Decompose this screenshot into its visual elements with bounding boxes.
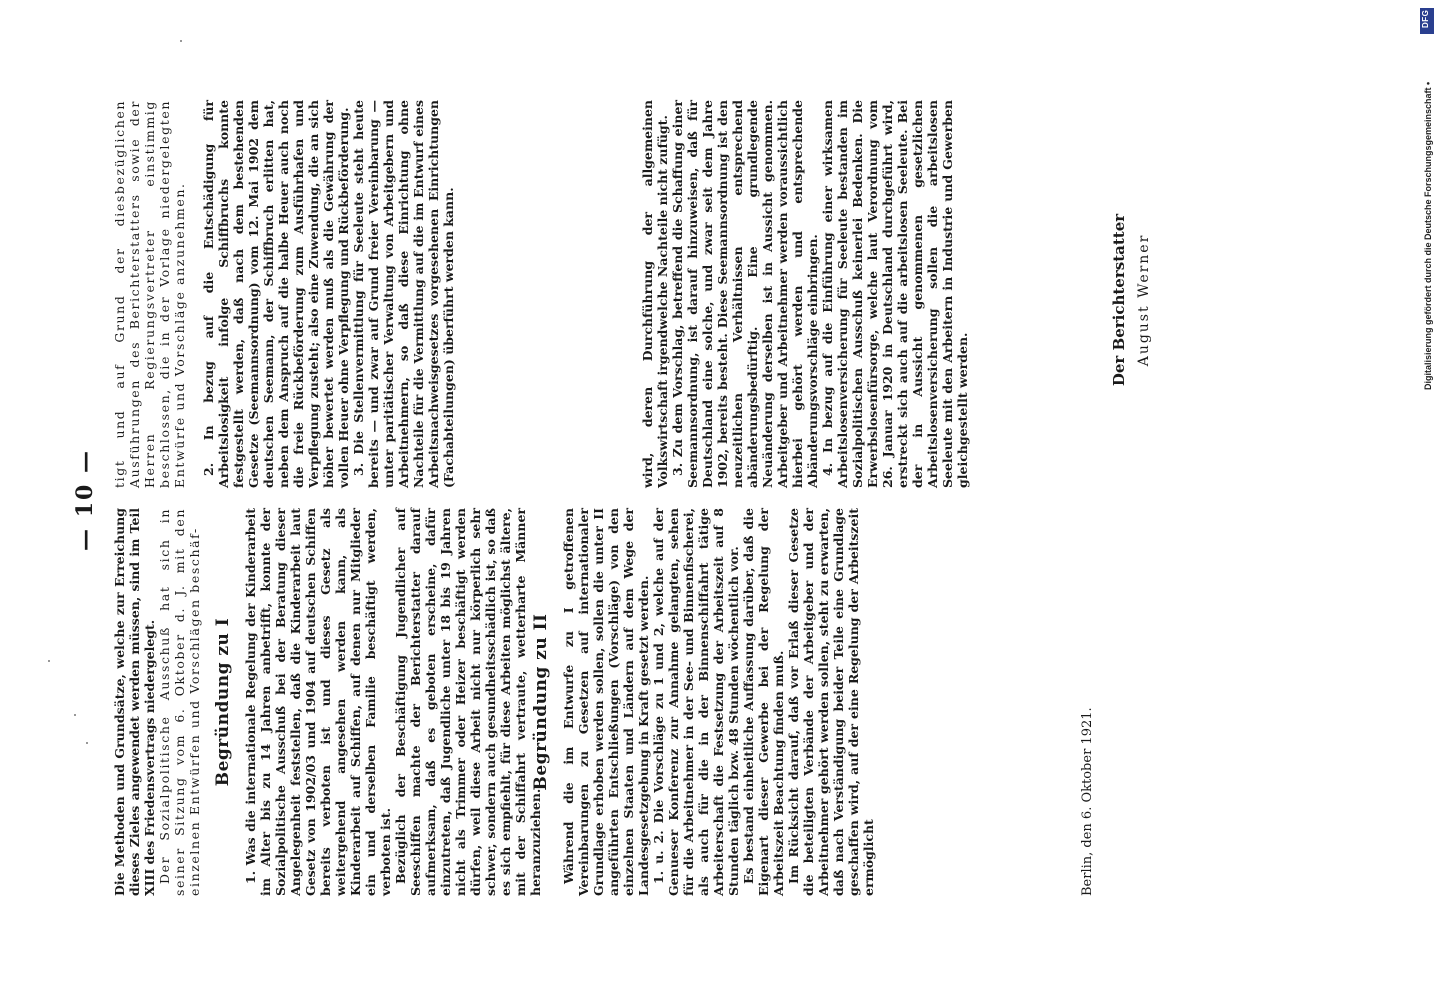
dateline: Berlin, den 6. Oktober 1921.: [1080, 707, 1095, 896]
dfg-logo-text: DFG: [1421, 9, 1430, 28]
paragraph-associations: Im Rücksicht darauf, daß vor Erlaß dieser Gesetze die beteiligten Verbände der Arbeitgeber und der Arbeitnehmer gehört werden sollen, steht zu erwarten, daß nach Verständigung beider Teile eine Grundlage geschaffen wird, auf der eine Regelung der Arbeitszeit ermöglicht: [786, 508, 876, 896]
signature-title: Der Berichterstatter: [1110, 213, 1128, 387]
paragraph-seamen-code: 3. Zu dem Vorschlag, betreffend die Schaffung einer Seemannsordnung, ist darauf hinzuweisen, daß für Deutschland eine solche, und zwar seit dem Jahre 1902, bereits besteht. Diese Seemannsordnung ist den neuzeitlichen Verhältnissen entsprechend abänderungsbedürftig. Eine grundlegende Neuänderung derselben ist in Aussicht genommen. Arbeitgeber und Arbeitnehmer werden voraussichtlich hierbei gehört werden und entsprechende Abänderungsvorschläge einbringen.: [670, 100, 820, 488]
paragraph-committee: Der Sozialpolitische Ausschuß hat sich in seiner Sitzung vom 6. Oktober d. J. mit den einzelnen Entwürfen und Vorschlägen beschäf-: [157, 508, 202, 896]
paragraph-working-hours: 1. u. 2. Die Vorschläge zu 1 und 2, welche auf der Genueser Konferenz zur Annahme gelangten, sehen für die Arbeitnehmer in der See- und Binnenfischerei, als auch für die in der Binnenschiffahrt tätige Arbeiterschaft die Festsetzung der Arbeitszeit auf 8 Stunden täglich bzw. 48 Stunden wöchentlich vor.: [651, 508, 741, 896]
paragraph-resolution: tigt und auf Grund der diesbezüglichen Ausführungen des Berichterstatters sowie der Herren Regierungsvertreter einstimmig beschlossen, die in der Vorlage niedergelegten Entwürfe und Vorschläge anzunehmen.: [112, 100, 187, 488]
signature-block: [1110, 120, 1152, 480]
dfg-logo: [1420, 8, 1434, 34]
paragraph-proposals-intro: Während die im Entwurfe zu I getroffenen Vereinbarungen zu Gesetzen auf internationaler Grundlage erhoben werden sollen, sollen die unter II angeführten Entschließungen (Vorschläge) von den einzelnen Staaten und Ländern auf dem Wege der Landesgesetzgebung in Kraft gesetzt werden.: [561, 508, 651, 896]
digitization-credit: Digitalisierung gefördert durch die Deutsche Forschungsgemeinschaft •: [1423, 81, 1433, 390]
paragraph-economy: wird, deren Durchführung der allgemeinen Volkswirtschaft irgendwelche Nachteile nicht zufügt.: [640, 100, 670, 488]
scan-speckle: [74, 714, 76, 716]
paragraph-consensus: Es bestand einheitliche Auffassung darüber, daß die Eigenart dieser Gewerbe bei der Regelung der Arbeitszeit Beachtung finden muß.: [741, 508, 786, 896]
paragraph-placement-service: 3. Die Stellenvermittlung für Seeleute steht heute bereits — und zwar auf Grund freier Vereinbarung — unter paritätischer Verwaltung von Arbeitgebern und Arbeitnehmern, so daß diese Einrichtung ohne Nachteile für die Vermittlung auf die im Entwurf eines Arbeitsnachweisgesetzes vorgesehenen Einrichtungen (Fachabteilungen) überführt werden kann.: [351, 100, 456, 488]
column-left-bottom: [520, 508, 876, 896]
scan-speckle: [180, 40, 182, 42]
heading-begruendung-1: Begründung zu I: [213, 617, 233, 787]
paragraph-youth-employment: Bezüglich der Beschäftigung Jugendlicher auf Seeschiffen machte der Berichterstatter darauf aufmerksam, daß es geboten erscheine, dafür einzutreten, daß Jugendliche unter 18 bis 19 Jahren nicht als Trimmer oder Heizer beschäftigt werden dürfen, weil diese Arbeit nicht nur körperlich sehr schwer, sondern auch gesundheitsschädlich ist, so daß es sich empfiehlt, für diese Arbeiten möglichst ältere, mit der Schiffahrt vertraute, wetterharte Männer heranzuziehen.: [393, 508, 543, 896]
paragraph-child-labour: 1. Was die internationale Regelung der Kinderarbeit im Alter bis zu 14 Jahren anbetrifft, konnte der Sozialpolitische Ausschuß bei der Beratung dieser Angelegenheit feststellen, daß die Kinderarbeit laut Gesetz von 1902/03 und 1904 auf deutschen Schiffen bereits verboten ist und dieses Gesetz als weitergehend angesehen werden kann, als Kinderarbeit auf Schiffen, auf denen nur Mitglieder ein und derselben Familie beschäftigt werden, verboten ist.: [243, 508, 393, 896]
paragraph-intro: Die Methoden und Grundsätze, welche zur Erreichung dieses Zieles angewendet werden müssen, sind im Teil XIII des Friedensvertrags niedergelegt.: [112, 508, 157, 896]
scan-speckle: [86, 742, 88, 744]
column-right-bottom: [640, 100, 970, 488]
column-left-top: [112, 508, 543, 896]
heading-begruendung-2: Begründung zu II: [531, 613, 551, 791]
page-number: — 10 —: [72, 449, 98, 551]
paragraph-unemployment-insurance: 4. In bezug auf die Einführung einer wirksamen Arbeitslosenversicherung für Seeleute bestanden im Sozialpolitischen Ausschuß keinerlei Bedenken. Die Erwerbslosenfürsorge, welche laut Verordnung vom 26. Januar 1920 in Deutschland durchgeführt wird, erstreckt sich auch auf die arbeitslosen Seeleute. Bei der in Aussicht genommenen gesetzlichen Arbeitslosenversicherung sollen die arbeitslosen Seeleute mit den Arbeitern in Industrie und Gewerben gleichgestellt werden.: [820, 100, 970, 488]
scan-speckle: [48, 660, 50, 662]
column-right-top: [112, 100, 456, 488]
signature-name: August Werner: [1136, 233, 1152, 367]
paragraph-shipwreck-compensation: 2. In bezug auf die Entschädigung für Arbeitslosigkeit infolge Schiffbruchs konnte festgestellt werden, daß nach dem bestehenden Gesetze (Seemannsordnung) vom 12. Mai 1902 dem deutschen Seemann, der Schiffbruch erlitten hat, neben dem Anspruch auf die halbe Heuer auch noch die freie Rückbeförderung zum Ausführhafen und Verpflegung zusteht; also eine Zuwendung, die an sich höher bewertet werden muß als die Gewährung der vollen Heuer ohne Verpflegung und Rückbeförderung.: [201, 100, 351, 488]
